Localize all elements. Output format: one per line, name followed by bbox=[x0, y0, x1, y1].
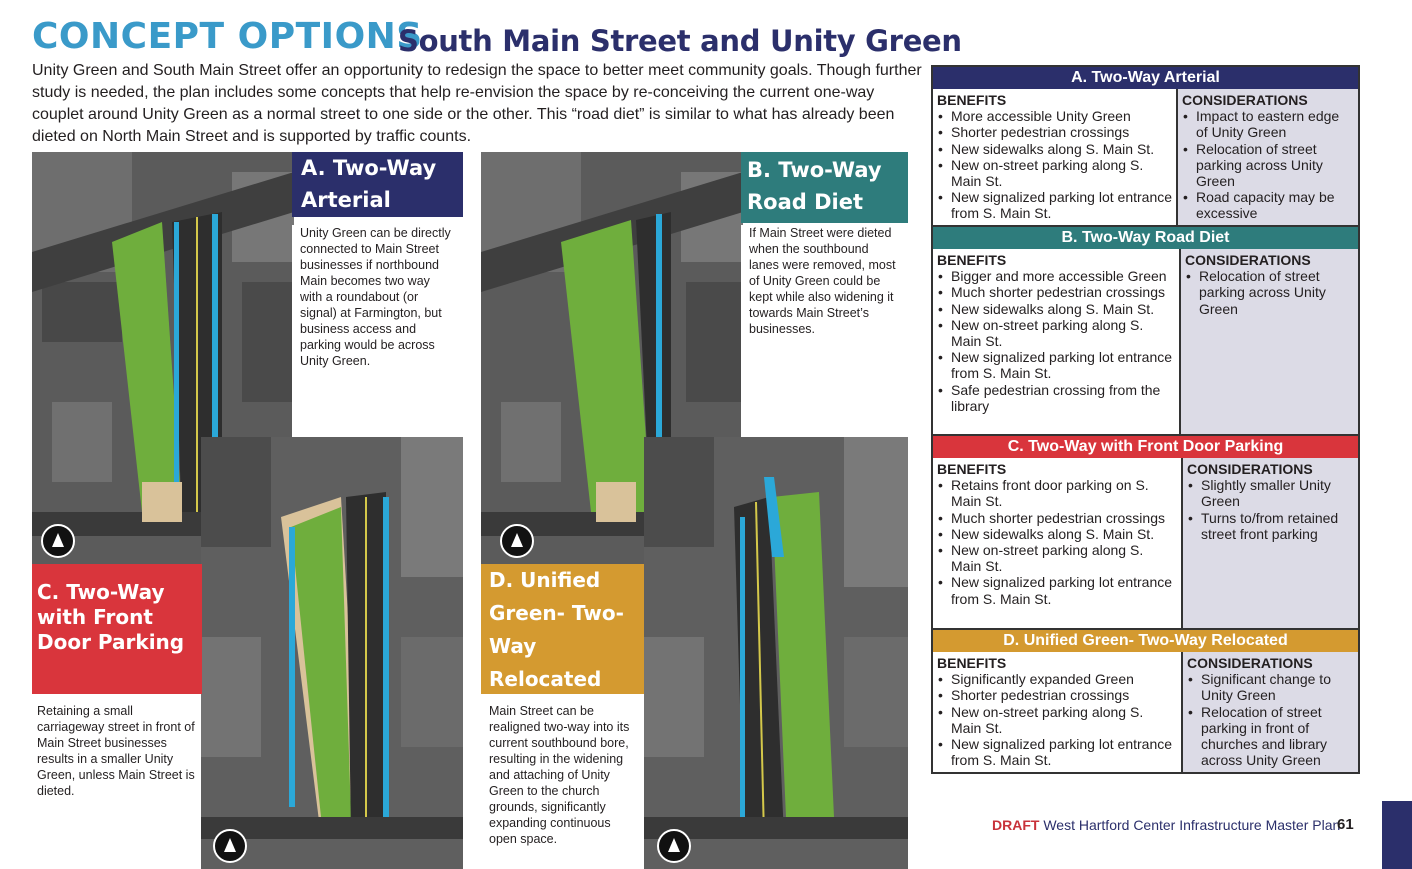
table-c bbox=[931, 434, 1360, 628]
benefit-item: • Much shorter pedestrian crossings bbox=[937, 510, 1177, 526]
concept-a-description: Unity Green can be directly connected to Main Street businesses if northbound Main becomes two way with a roundabout (or signal) at Farmington, but business access and parking would be across Unity Green. bbox=[292, 225, 463, 437]
benefits-heading: BENEFITS bbox=[937, 252, 1007, 268]
document-title: West Hartford Center Infrastructure Master Plan bbox=[1043, 817, 1341, 833]
consideration-item: • Relocation of street parking across Unity Green bbox=[1185, 268, 1354, 317]
concept-d-label: D. Unified Green- Two-Way Relocated bbox=[481, 564, 644, 694]
benefits-heading: BENEFITS bbox=[937, 92, 1007, 108]
considerations-heading: CONSIDERATIONS bbox=[1185, 252, 1311, 268]
benefits-list bbox=[937, 108, 1172, 221]
considerations-column bbox=[1178, 89, 1358, 225]
table-a bbox=[931, 65, 1360, 225]
aerial-map-d bbox=[644, 437, 908, 869]
benefits-heading: BENEFITS bbox=[937, 461, 1007, 477]
draft-label: DRAFT bbox=[992, 817, 1040, 833]
considerations-list bbox=[1185, 268, 1354, 317]
benefit-item: • Shorter pedestrian crossings bbox=[937, 687, 1177, 703]
benefit-item: • New sidewalks along S. Main St. bbox=[937, 301, 1175, 317]
considerations-heading: CONSIDERATIONS bbox=[1187, 655, 1313, 671]
page-subtitle: South Main Street and Unity Green bbox=[398, 24, 962, 58]
consideration-item: • Slightly smaller Unity Green bbox=[1187, 477, 1354, 509]
benefit-item: • New signalized parking lot entrance from S. Main St. bbox=[937, 574, 1177, 606]
benefit-item: • Safe pedestrian crossing from the library bbox=[937, 382, 1175, 414]
benefits-column bbox=[933, 458, 1183, 628]
considerations-list bbox=[1182, 108, 1354, 221]
concept-b-description: If Main Street were dieted when the southbound lanes were removed, most of Unity Green could be kept while also widening it towards Main Street’s businesses. bbox=[741, 225, 908, 437]
north-arrow-icon bbox=[213, 829, 247, 863]
concept-b-label: B. Two-Way Road Diet bbox=[741, 152, 908, 223]
benefit-item: • More accessible Unity Green bbox=[937, 108, 1172, 124]
benefit-item: • New signalized parking lot entrance from S. Main St. bbox=[937, 349, 1175, 381]
consideration-item: • Significant change to Unity Green bbox=[1187, 671, 1354, 703]
page-title: CONCEPT OPTIONS bbox=[32, 16, 423, 57]
consideration-item: • Road capacity may be excessive bbox=[1182, 189, 1354, 221]
benefit-item: • Much shorter pedestrian crossings bbox=[937, 284, 1175, 300]
concept-c-label: C. Two-Way with Front Door Parking bbox=[32, 564, 202, 694]
consideration-item: • Relocation of street parking across Unity Green bbox=[1182, 141, 1354, 190]
considerations-column bbox=[1183, 652, 1358, 772]
table-c-title: C. Two-Way with Front Door Parking bbox=[933, 436, 1358, 458]
benefit-item: • New on-street parking along S. Main St. bbox=[937, 704, 1177, 736]
footer bbox=[992, 817, 1340, 833]
benefit-item: • Significantly expanded Green bbox=[937, 671, 1177, 687]
benefit-item: • New on-street parking along S. Main St. bbox=[937, 317, 1175, 349]
table-a-title: A. Two-Way Arterial bbox=[933, 67, 1358, 89]
benefits-list bbox=[937, 477, 1177, 607]
consideration-item: • Relocation of street parking in front of churches and library across Unity Green bbox=[1187, 704, 1354, 769]
concept-d-description: Main Street can be realigned two-way into its current southbound bore, resulting in the widening and attaching of Unity Green to the church grounds, significantly expanding continuous open space. bbox=[481, 703, 644, 869]
benefit-item: • New signalized parking lot entrance from S. Main St. bbox=[937, 189, 1172, 221]
benefits-column bbox=[933, 249, 1181, 434]
north-arrow-icon bbox=[41, 524, 75, 558]
consideration-item: • Impact to eastern edge of Unity Green bbox=[1182, 108, 1354, 140]
concept-c-description: Retaining a small carriageway street in front of Main Street businesses results in a smaller Unity Green, unless Main Street is dieted. bbox=[32, 703, 201, 869]
benefit-item: • New on-street parking along S. Main St. bbox=[937, 542, 1177, 574]
north-arrow-icon bbox=[657, 829, 691, 863]
benefit-item: • Shorter pedestrian crossings bbox=[937, 124, 1172, 140]
benefit-item: • Bigger and more accessible Green bbox=[937, 268, 1175, 284]
benefit-item: • New sidewalks along S. Main St. bbox=[937, 526, 1177, 542]
table-b bbox=[931, 225, 1360, 434]
consideration-item: • Turns to/from retained street front parking bbox=[1187, 510, 1354, 542]
considerations-list bbox=[1187, 477, 1354, 542]
intro-paragraph: Unity Green and South Main Street offer an opportunity to redesign the space to better meet community goals. Though further study is needed, the plan includes some concepts that help re-envision the space by re-conceiving the current one-way couplet around Unity Green as a normal street to one side or the other. This “road diet” is similar to what has already been dieted on North Main Street and is supported by traffic counts. bbox=[32, 62, 922, 145]
benefits-heading: BENEFITS bbox=[937, 655, 1007, 671]
page-number: 61 bbox=[1337, 816, 1354, 833]
benefit-item: • New on-street parking along S. Main St. bbox=[937, 157, 1172, 189]
benefit-item: • Retains front door parking on S. Main St. bbox=[937, 477, 1177, 509]
aerial-map-c bbox=[201, 437, 463, 869]
considerations-column bbox=[1181, 249, 1358, 434]
table-d-title: D. Unified Green- Two-Way Relocated bbox=[933, 630, 1358, 652]
considerations-list bbox=[1187, 671, 1354, 768]
considerations-heading: CONSIDERATIONS bbox=[1187, 461, 1313, 477]
benefits-list bbox=[937, 671, 1177, 768]
benefit-item: • New signalized parking lot entrance from S. Main St. bbox=[937, 736, 1177, 768]
comparison-tables bbox=[931, 65, 1360, 774]
table-b-title: B. Two-Way Road Diet bbox=[933, 227, 1358, 249]
page-corner-tab bbox=[1382, 801, 1412, 869]
considerations-column bbox=[1183, 458, 1358, 628]
north-arrow-icon bbox=[500, 524, 534, 558]
benefits-list bbox=[937, 268, 1175, 414]
benefits-column bbox=[933, 89, 1178, 225]
considerations-heading: CONSIDERATIONS bbox=[1182, 92, 1308, 108]
benefit-item: • New sidewalks along S. Main St. bbox=[937, 141, 1172, 157]
benefits-column bbox=[933, 652, 1183, 772]
concept-a-label: A. Two-Way Arterial bbox=[292, 152, 463, 217]
table-d bbox=[931, 628, 1360, 774]
